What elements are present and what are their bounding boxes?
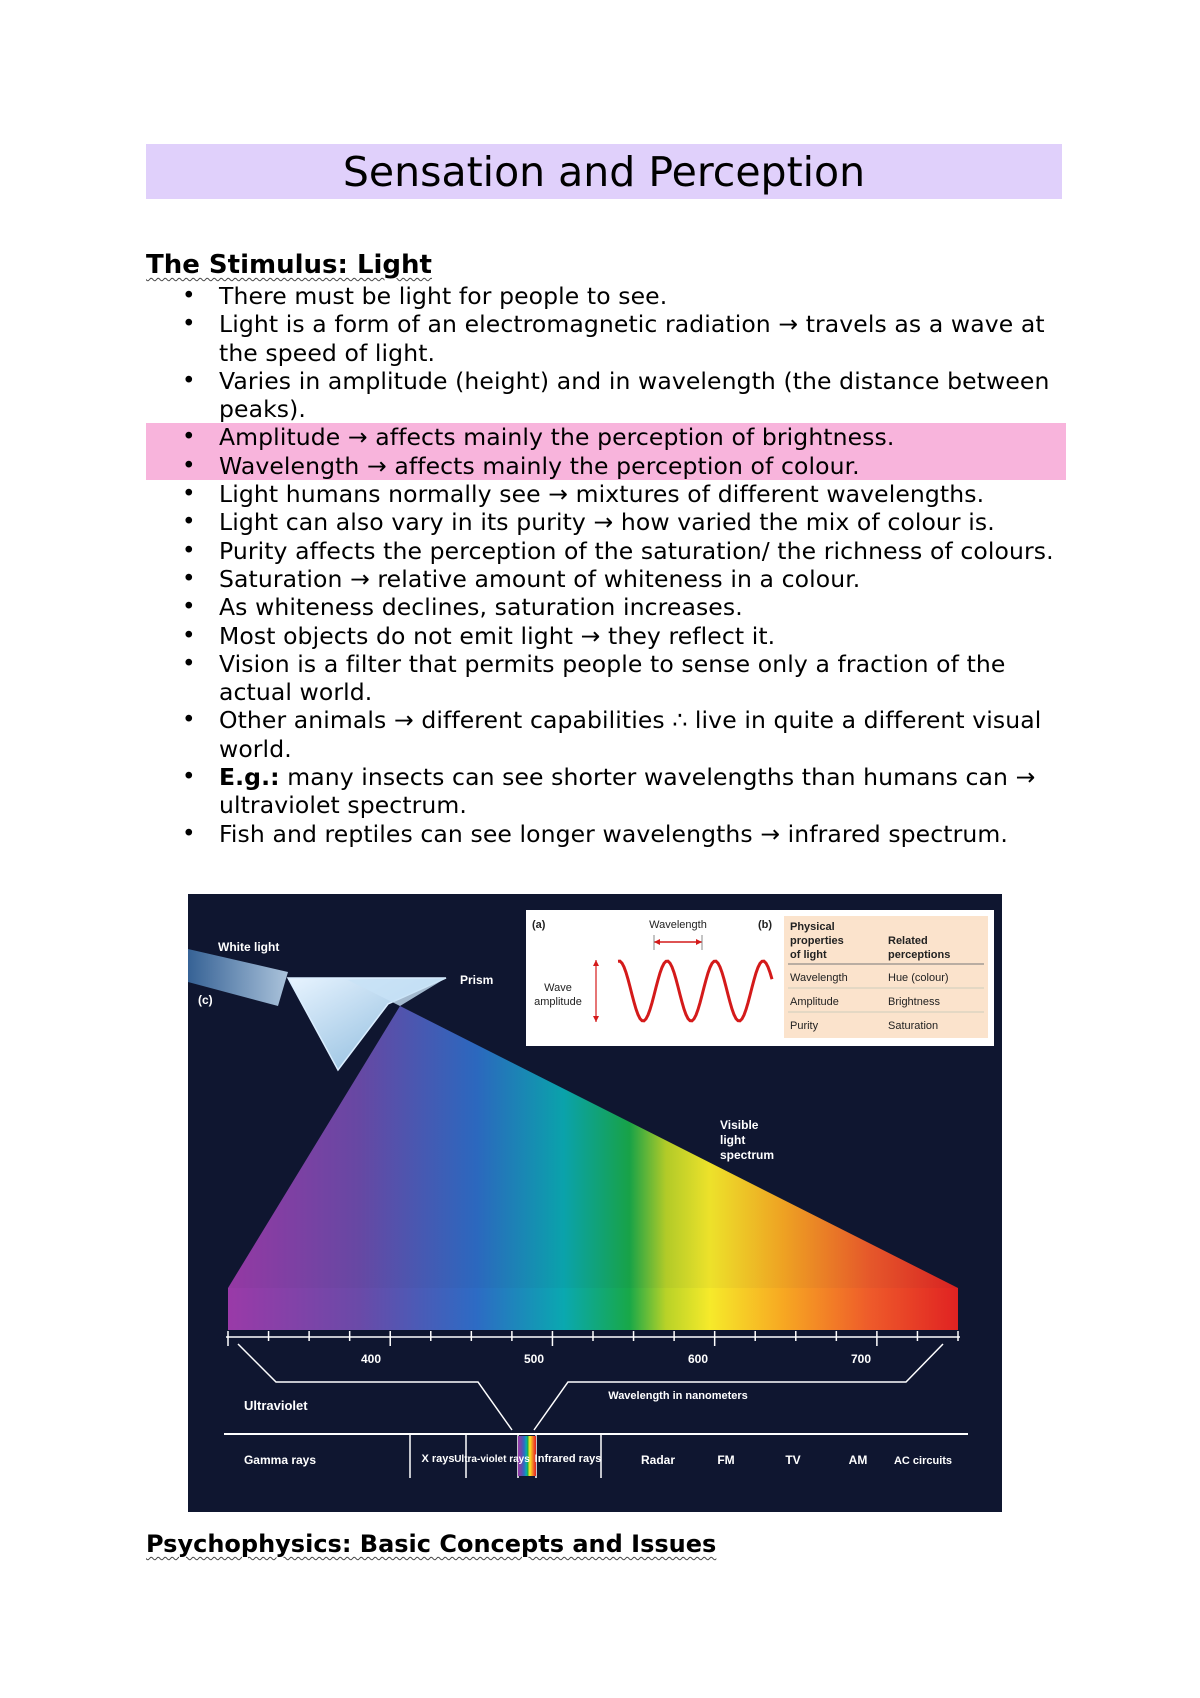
table-header-1b: properties [790,935,844,947]
table-header-2a: Related [888,935,928,947]
table-cell: Saturation [888,1020,939,1032]
band-am: AM [848,1453,868,1467]
wavelength-label: Wavelength [649,919,707,931]
light-spectrum-figure [188,894,1002,1512]
bullet-list [146,282,1066,848]
ultraviolet-label: Ultraviolet [244,1398,308,1413]
label-b: (b) [758,919,773,931]
band-x-rays: X rays [421,1453,455,1465]
list-item: • Light is a form of an electromagnetic radiation → travels as a wave at the speed of light. [146,310,1066,367]
table-cell: Brightness [888,996,940,1008]
wave-amp-label-2: amplitude [534,996,582,1008]
table-cell: Hue (colour) [888,972,949,984]
visible-label-1: Visible [720,1118,759,1132]
white-light-label: White light [218,940,280,954]
list-item: • Most objects do not emit light → they reflect it. [146,622,1066,650]
band-fm: FM [717,1453,735,1467]
section-heading-light: The Stimulus: Light [146,250,432,280]
table-header-1c: of light [790,949,827,961]
list-item-highlighted: • Amplitude → affects mainly the perception of brightness. [146,423,1066,451]
list-item-highlighted: • Wavelength → affects mainly the perception of colour. [146,452,1066,480]
tick-label-700: 700 [850,1352,872,1366]
tick-label-500: 500 [523,1352,545,1366]
nm-ticks [228,1331,958,1346]
list-item: • Purity affects the perception of the saturation/ the richness of colours. [146,537,1066,565]
band-ultraviolet: Ultra-violet rays [454,1454,530,1465]
label-c: (c) [198,993,213,1007]
band-tv: TV [785,1453,801,1467]
list-item: • Vision is a filter that permits people to sense only a fraction of the actual world. [146,650,1066,707]
table-cell: Purity [790,1020,819,1032]
bracket-right [534,1344,943,1430]
tick-label-400: 400 [360,1352,382,1366]
list-item: • Light humans normally see → mixtures of different wavelengths. [146,480,1066,508]
list-item: • E.g.: many insects can see shorter wavelengths than humans can → ultraviolet spectrum. [146,763,1066,820]
list-item: • Fish and reptiles can see longer wavelengths → infrared spectrum. [146,820,1066,848]
label-a: (a) [532,919,546,931]
visible-label-3: spectrum [720,1148,775,1162]
section-heading-psychophysics: Psychophysics: Basic Concepts and Issues [146,1530,717,1558]
list-item: • Varies in amplitude (height) and in wavelength (the distance between peaks). [146,367,1066,424]
spectrum-bar [228,1288,958,1330]
spectrum-figure-svg [188,894,1002,1512]
table-header-2b: perceptions [888,949,951,961]
list-item: • As whiteness declines, saturation increases. [146,593,1066,621]
eg-prefix: E.g.: [219,763,280,792]
table-header-1a: Physical [790,921,835,933]
list-item: • Saturation → relative amount of whiteness in a colour. [146,565,1066,593]
band-radar: Radar [640,1453,676,1467]
prism-label: Prism [460,973,494,987]
table-cell: Amplitude [790,996,839,1008]
page-title [146,144,1062,199]
band-ac-circuits: AC circuits [893,1455,953,1467]
wavelength-nm-label: Wavelength in nanometers [608,1390,748,1402]
band-infrared: Infrared rays [534,1453,602,1465]
table-cell: Wavelength [790,972,848,984]
tick-label-600: 600 [687,1352,709,1366]
band-gamma: Gamma rays [243,1453,317,1467]
list-item: • There must be light for people to see. [146,282,1066,310]
visible-label-2: light [720,1133,746,1147]
list-item: • Light can also vary in its purity → how varied the mix of colour is. [146,508,1066,536]
list-item: • Other animals → different capabilities ∴ live in quite a different visual world. [146,706,1066,763]
wave-amp-label-1: Wave [544,982,572,994]
page-title-text: Sensation and Perception [342,147,866,196]
